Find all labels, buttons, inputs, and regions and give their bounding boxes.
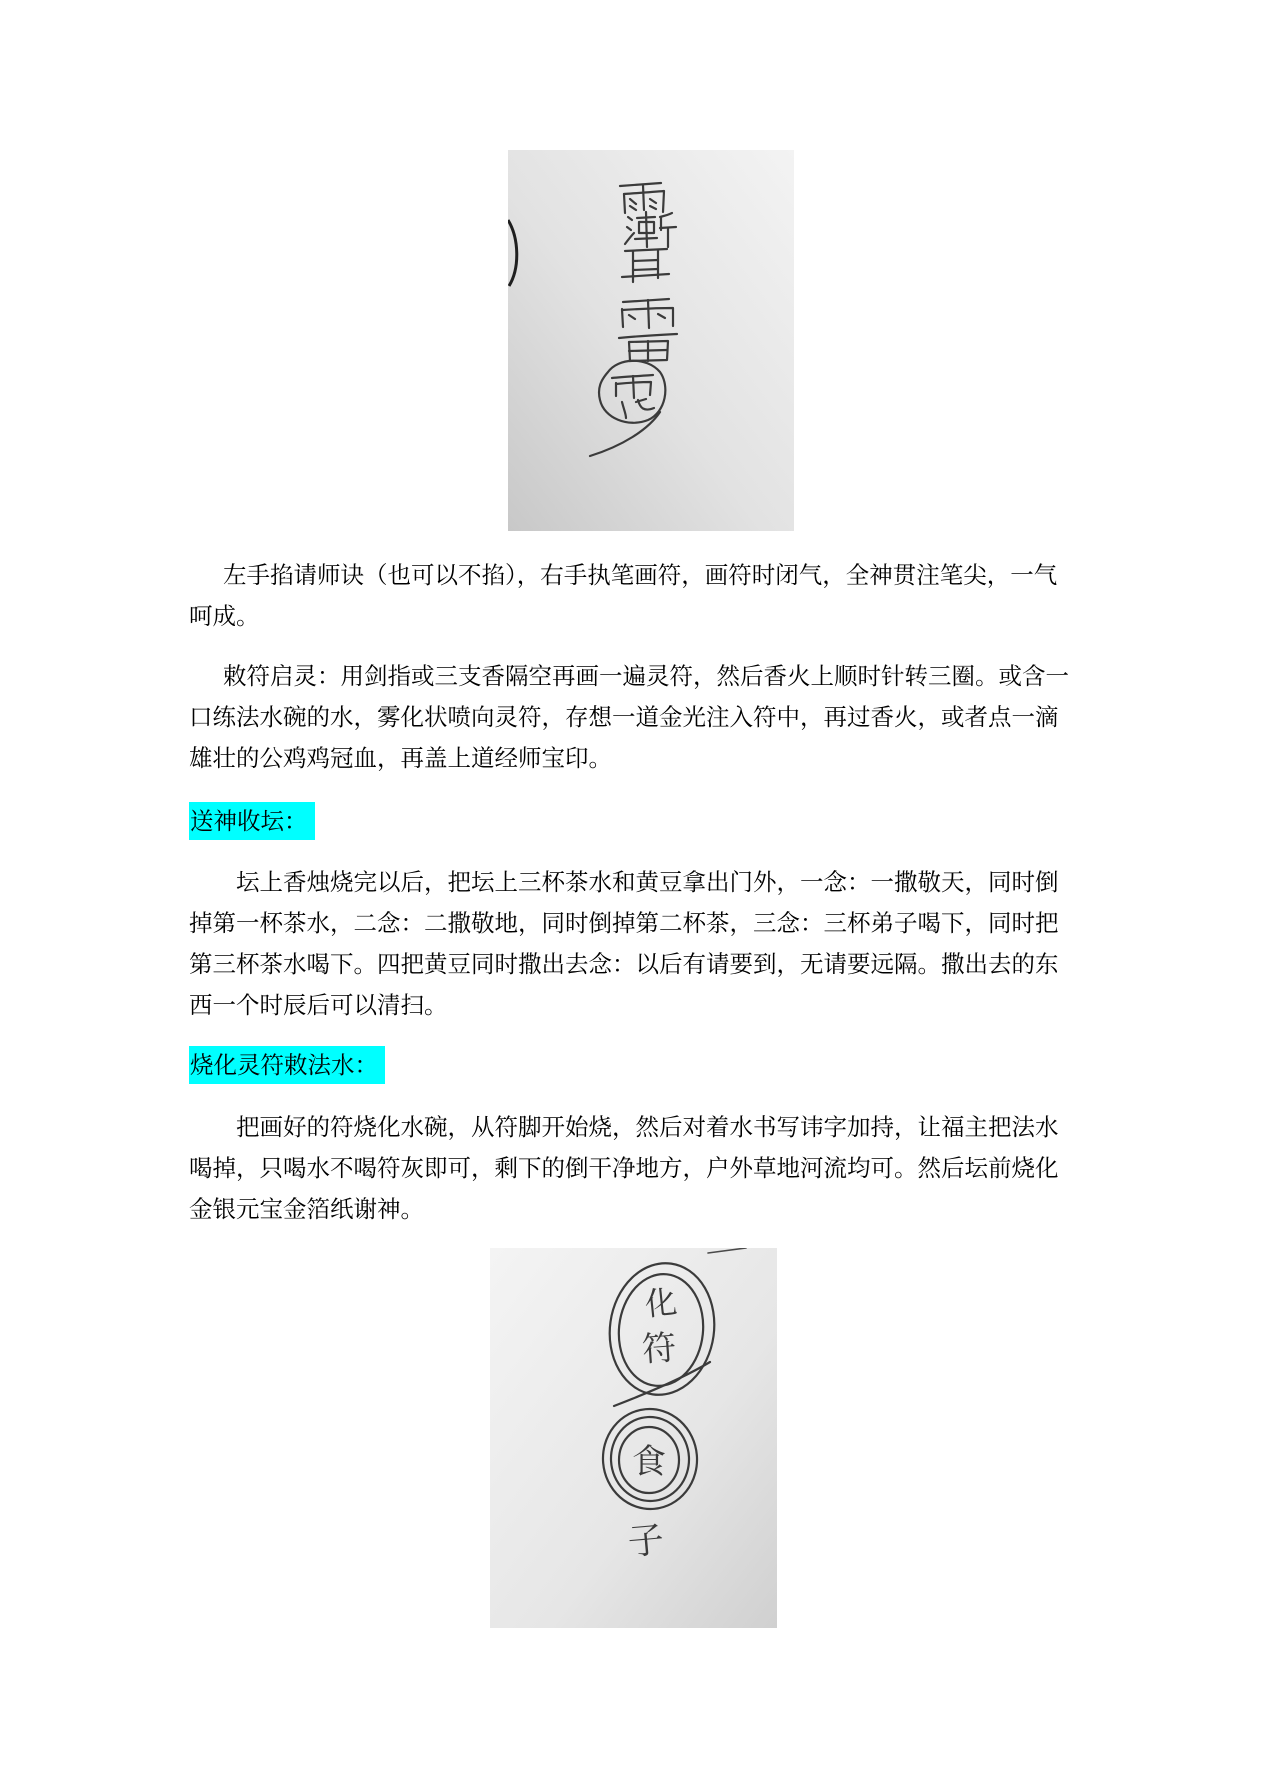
section-heading-burn-talisman: 烧化灵符敕法水： [189,1046,385,1084]
seal-upper-bottom-char: 符 [640,1327,678,1371]
paragraph-line: 坛上香烛烧完以后，把坛上三杯茶水和黄豆拿出门外，一念：一撒敬天，同时倒 [236,868,1059,896]
section-heading-send-off: 送神收坛： [189,802,315,840]
paragraph-send-off [189,862,1149,1026]
paragraph-line: 雄壮的公鸡鸡冠血，再盖上道经师宝印。 [189,744,612,772]
paragraph-line: 喝掉，只喝水不喝符灰即可，剩下的倒干净地方，户外草地河流均可。然后坛前烧化 [189,1154,1059,1182]
paragraph-line: 掉第一杯茶水，二念：二撒敬地，同时倒掉第二杯茶，三念：三杯弟子喝下，同时把 [189,909,1059,937]
talisman-photo-bottom [490,1248,777,1628]
paragraph-line: 第三杯茶水喝下。四把黄豆同时撒出去念：以后有请要到，无请要远隔。撒出去的东 [189,950,1059,978]
seal-upper-top-char: 化 [642,1282,679,1324]
paragraph-line: 左手掐请师诀（也可以不掐），右手执笔画符，画符时闭气，全神贯注笔尖，一气 [223,561,1058,589]
seal-lower-char: 食 [632,1442,666,1482]
paragraph-line: 呵成。 [189,602,260,630]
paragraph-line: 敕符启灵：用剑指或三支香隔空再画一遍灵符，然后香火上顺时针转三圈。或含一 [223,662,1069,690]
paragraph-line: 金银元宝金箔纸谢神。 [189,1195,424,1223]
below-char: 子 [626,1519,666,1564]
paragraph-drawing-talisman [189,555,1149,637]
paragraph-line: 口练法水碗的水，雾化状喷向灵符，存想一道金光注入符中，再过香火，或者点一滴 [189,703,1059,731]
talisman-photo-top [508,150,794,531]
paragraph-burn-talisman [189,1107,1149,1230]
paragraph-line: 西一个时辰后可以清扫。 [189,991,448,1019]
paper-background [490,1248,777,1628]
paragraph-consecrate-talisman [189,656,1149,779]
paragraph-line: 把画好的符烧化水碗，从符脚开始烧，然后对着水书写讳字加持，让福主把法水 [236,1113,1059,1141]
